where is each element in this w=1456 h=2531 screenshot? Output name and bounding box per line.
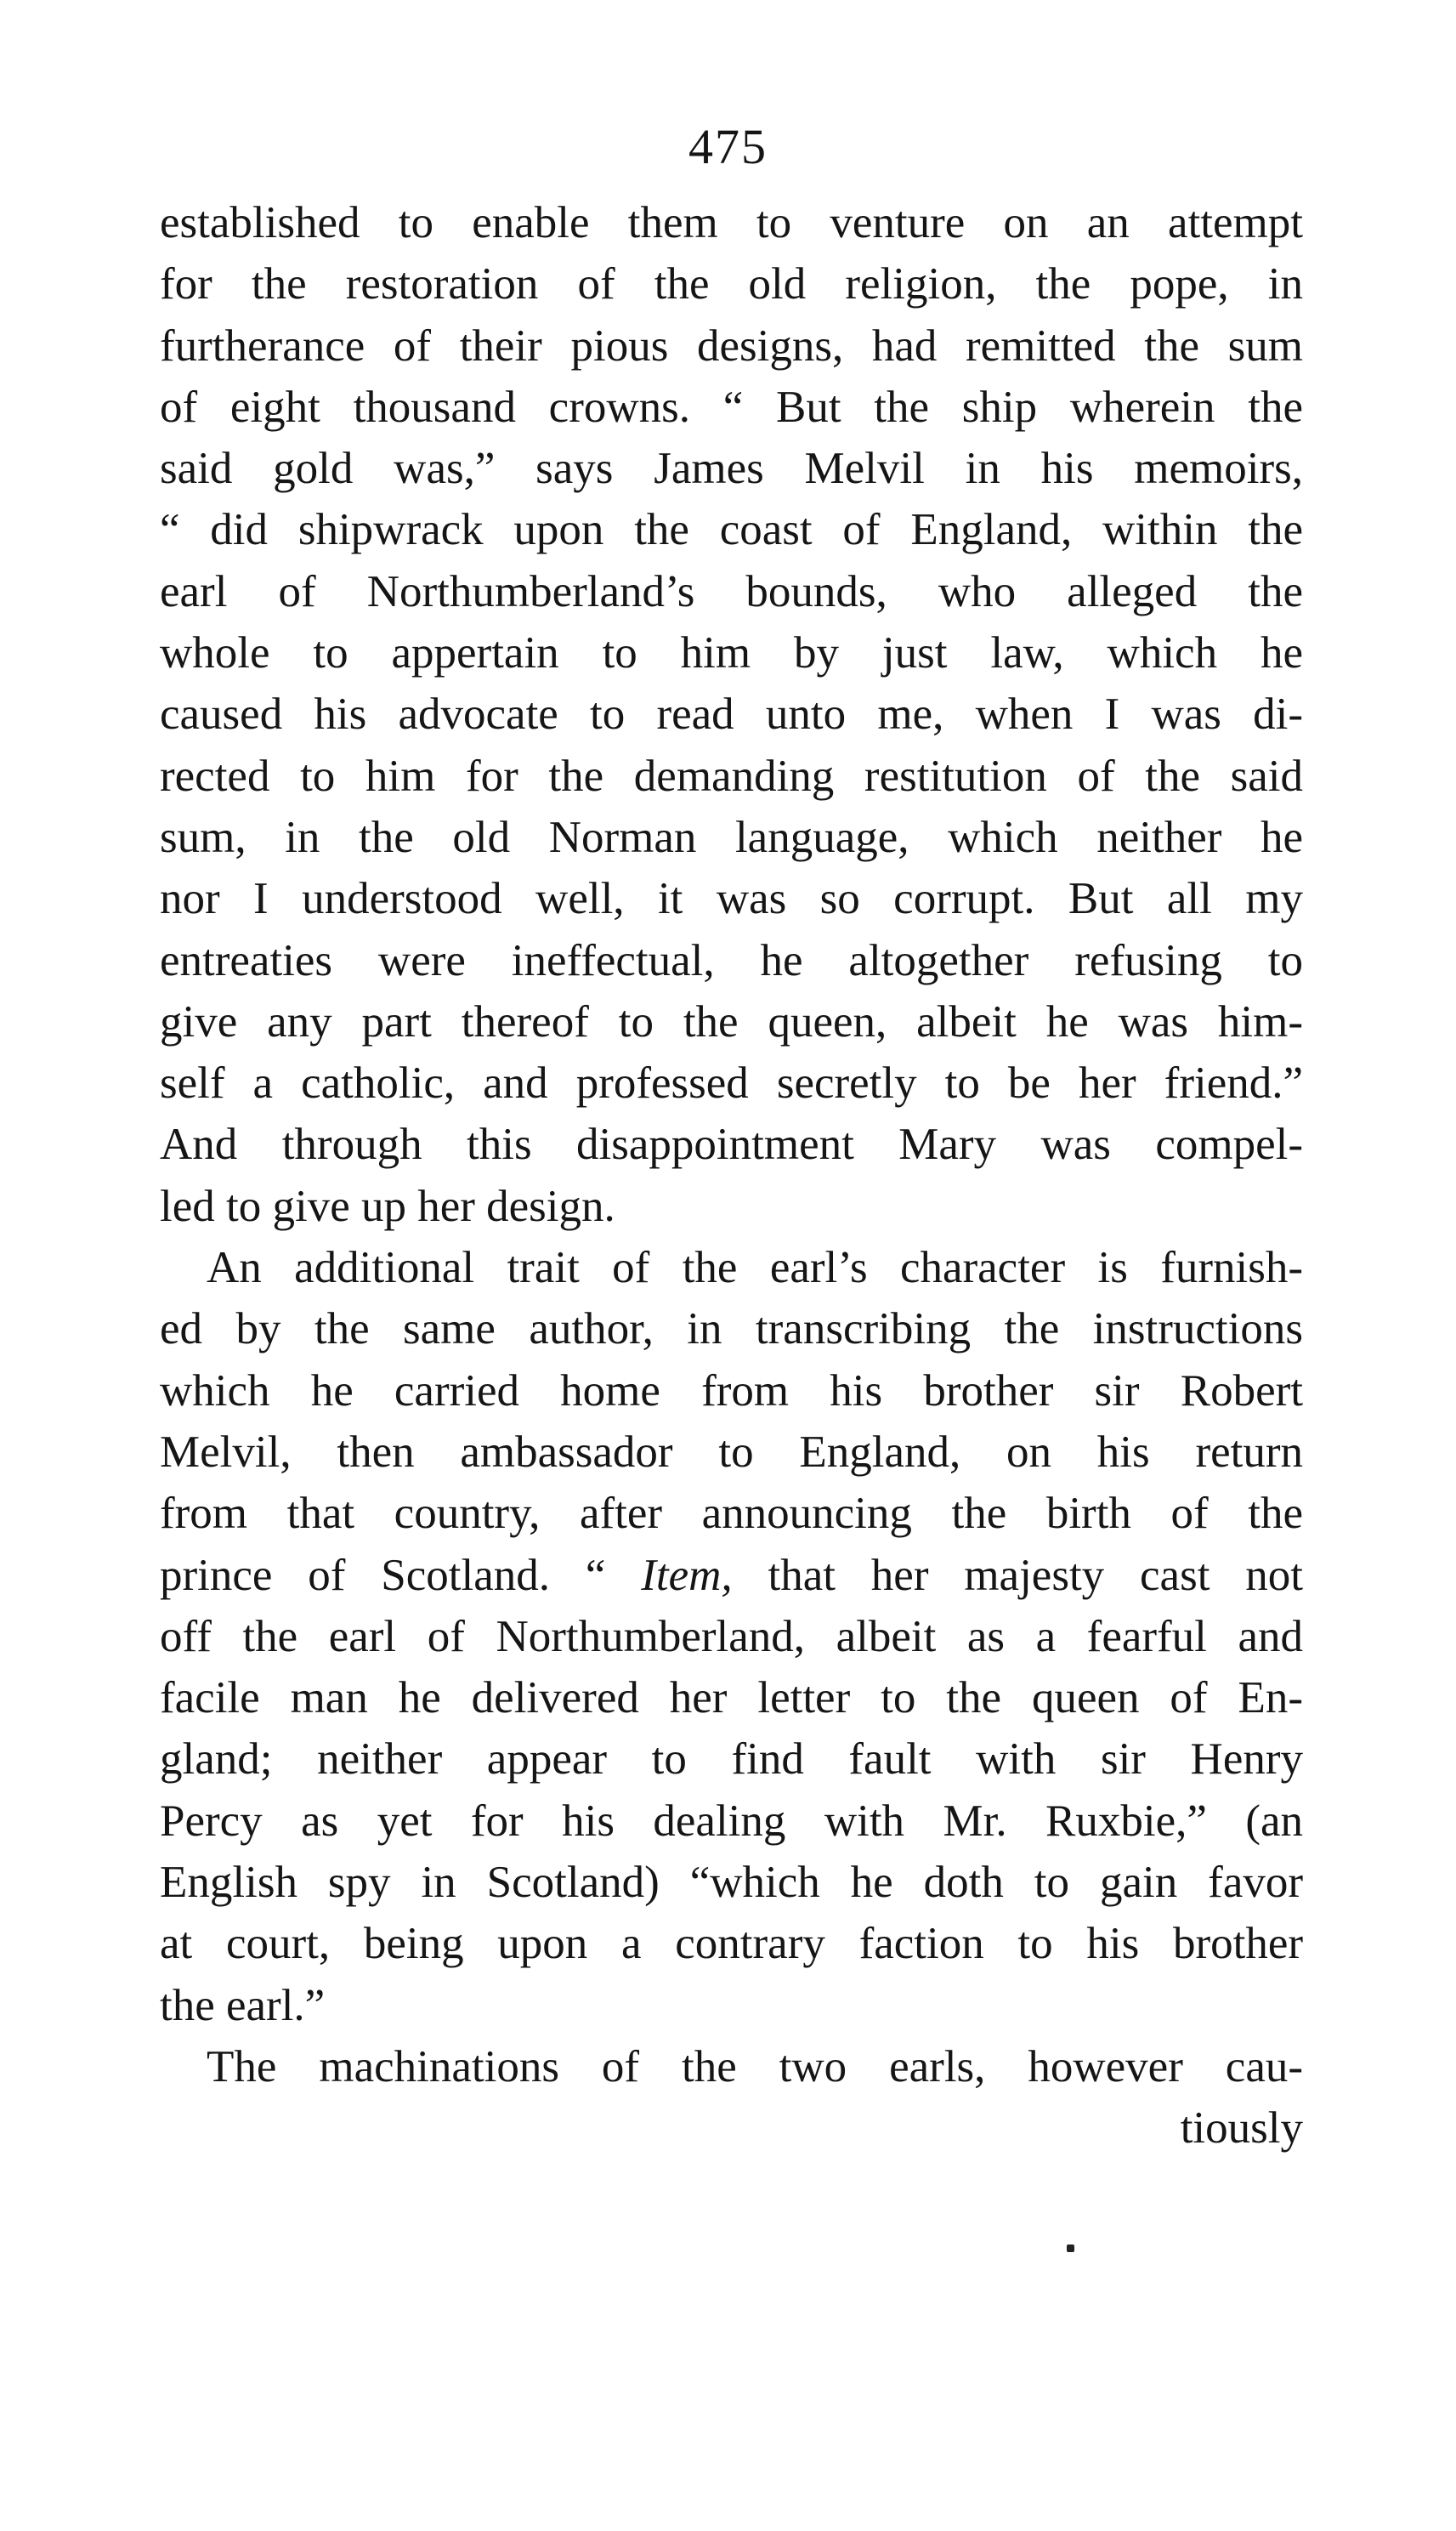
text-line: established to enable them to venture on an attempt (160, 198, 1303, 247)
text-line: at court, being upon a contrary faction to his brother (160, 1919, 1303, 1969)
text-line: of eight thousand crowns. “ But the ship wherein the (160, 382, 1303, 432)
paragraph-end-line: led to give up her design. (160, 1181, 615, 1231)
text-line: ed by the same author, in transcribing the instructions (160, 1304, 1303, 1354)
text-line: from that country, after announcing the birth of the (160, 1489, 1303, 1539)
printer-mark (1067, 2244, 1074, 2252)
text-line: English spy in Scotland) “which he doth to gain favor (160, 1858, 1303, 1908)
paragraph-end-line: the earl.” (160, 1980, 326, 2030)
text-line: Percy as yet for his dealing with Mr. Ruxbie,” (an (160, 1796, 1303, 1846)
text-line-with-italic (160, 1545, 1303, 1606)
page-number: 475 (688, 119, 768, 174)
text-line: give any part thereof to the queen, albeit he was him- (160, 996, 1303, 1047)
text-line: said gold was,” says James Melvil in his memoirs, (160, 444, 1303, 494)
text-line: caused his advocate to read unto me, when I was di- (160, 689, 1303, 740)
text-line: for the restoration of the old religion, the pope, in (160, 259, 1303, 309)
paragraph-start-line: An additional trait of the earl’s character is furnish- (207, 1243, 1303, 1293)
text-line: entreaties were ineffectual, he altogether refusing to (160, 935, 1303, 985)
text-line: rected to him for the demanding restitution of the said (160, 751, 1303, 801)
text-line: earl of Northumberland’s bounds, who alleged the (160, 566, 1303, 616)
body-text (160, 192, 1303, 2159)
text-line: self a catholic, and professed secretly to be her friend.” (160, 1058, 1303, 1109)
paragraph-start-line: The machinations of the two earls, however cau- (207, 2041, 1303, 2091)
text-line: furtherance of their pious designs, had remitted the sum (160, 321, 1303, 371)
italic-item-word: Item, (641, 1550, 733, 1600)
text-line: Melvil, then ambassador to England, on his return (160, 1427, 1303, 1477)
text-line: And through this disappointment Mary was compel- (160, 1120, 1303, 1170)
text-line: “ did shipwrack upon the coast of England, within the (160, 505, 1303, 555)
text-line: whole to appertain to him by just law, which he (160, 628, 1303, 678)
text-line: nor I understood well, it was so corrupt. But all my (160, 874, 1303, 924)
text-line: sum, in the old Norman language, which neither he (160, 812, 1303, 862)
text-line: gland; neither appear to find fault with sir Henry (160, 1734, 1303, 1785)
text-line: off the earl of Northumberland, albeit as a fearful and (160, 1611, 1303, 1661)
text-line: facile man he delivered her letter to the queen of En- (160, 1673, 1303, 1723)
line-start: prince of Scotland. “ (160, 1550, 642, 1600)
catchword: tiously (1180, 2103, 1303, 2154)
text-line: which he carried home from his brother sir Robert (160, 1365, 1303, 1416)
line-end: that her majesty cast not (732, 1550, 1303, 1600)
